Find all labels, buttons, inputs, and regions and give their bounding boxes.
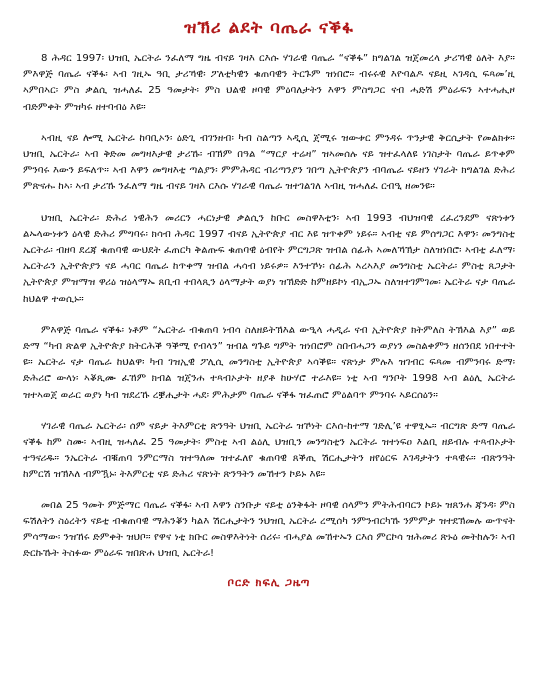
paragraph-6: መበል 25 ዓመት ምጅማር ባጤራ ናቕፋ፡ ኣብ እዋን ስንቡታ ናይቲ ዕንቅፋት ዞባዊ ሰላምን ምትሕብባርን ኮይኑ ዝጸንሐ ጃንዳ፡ ምስ ፍሽለትን ስዕረትን ናይቲ ብቁጠባዊ ማሕንቖን ካልእ ሽርሒታትን ንህዝቢ ኤርትራ ረሚሰካ ንምንብርካኹ ንምምታ ዝተደኽመሉ ውጥናት ምሳማው፡ ንዝኸሩ ድምቀት ዝህቦ። የዋና ነቲ ክቡር መስዋእትነት ሰሪሩ፡ ብሓያል መኸተኡን ርእሰ ምርኮሳ ዝሕመሪ ጽኑዕ መትከሉን፡ ኣብ ድርኩኹት ትስፉው ምዕራፍ ዝበጽሐ ህዝቢ ኤርትራ! — [23, 499, 515, 560]
paragraph-4: ምእዋጅ ባጤራ ናቕፋ፡ ነቶም “ኤርትራ ብቁጠባ ነብሳ ስለዘይትኽእል ውዒላ ሓዲራ ናብ ኢትዮጵያ ክትምለስ ትኽእል እያ” ወይ ድማ “ካብ ጽልዋ ኢትዮጵያ ክትርሕቕ ዓቕሚ የብላን” ዝብል ግጉይ ግምት ዝነበሮም ስበብሓጋን ወያነን መስልቀምን ዘሰንበደ ነበተተት ዩ። ኤርትራ ናታ ባጤራ ከህልዋ፡ ካብ ገዝኢዊ ፖሊሲ መንግስቲ ኢትዮጵያ ኣሳቕዩ። ናጽነታ ምሉእ ዝገብር ፍጻመ ብምንባሩ ድማ፡ ድሕሪሮ ውላነ፡ ኣቖጺሙ ፈኸም ክብል ዝጀንሐ ተጻብኦታት ዘያቶ ከሁሃሮ ተራእዩ። ነቲ ኣብ ግንቦት 1998 ኣብ ልዕሊ ኤርትራ ዝተኣወጀ ወራር ወያነ ካብ ዝደረኹ ረቛሒታት ሓደ፡ ምሕታም ባጤራ ናቕፋ ዝፈጠሮ ምዕልባጥ ምንባሩ ኣይርሰዕን። — [23, 324, 515, 401]
document-title: ዝኽሪ ልደት ባጤራ ናቕፋ — [184, 18, 354, 38]
paragraph-2: ኣብዚ ናይ ሎሚ ኤርትራ ከባቢኦን፡ ዕድጊ ብገንዘብ፡ ካብ ስልጣን ኣዲሲ ጀሚሩ ዝውቱር ምንዳሩ ጥንታዊ ቅርሲታት የመልክቱ። ህዝቢ ኤርትራ፡ ኣብ ቅድመ መግዛእታዊ ታሪኹ፡ ብኽም በዓል “ማርያ ተሬዛ” ዝኣመሰሉ ናይ ዝተፈላለዩ ነገስታት ባጤራ ይጥቀም ምንባሩ እውን ይፍለጥ። ኣብ እዋን መግዛእቲ ጣልያን፡ ምምሕዳር ብሪጣንያን ገበጣ ኢትዮጵያን ብባጤራ ናይዘን ሃገራት ክግልገል ድሕሪ ምጽናሑ ከኣ፡ ኣብ ታሪኹ ንፈለማ ግዜ ብናይ ገዛእ ርእሱ ሃገራዊ ባጤራ ዝተገልገለ ኣብዚ ዝሓለፈ ርብዒ ዘመንዩ። — [23, 132, 515, 193]
paragraph-3: ህዝቢ ኤርትራ፡ ድሕሪ ነዊሕን መሪርን ሓርነታዊ ቃልሲን ከቡር መስዋእቲን፡ ኣብ 1993 ብህዝባዊ ረፈረንደም ናጽነቱን ልኡላውነቱን ዕላዊ ድሕሪ ምግባሩ፡ ክሳብ ሕዳር 1997 ብናይ ኢትዮጵያ ብር እዩ ዝጥቀም ነይሩ። ኣብቲ ናይ ምሰግጋር እዋን፡ መንግስቲ ኤርትራ፡ ብዘባ ደረጃ ቁጠባዊ ውህደት ፈጠርካ ቅልጡፍ ቁጠባዊ ዕብየት ምርግጋጽ ዝብል ሰፊሕ ኣመለኻኽታ ስለዝነበሮ፡ ኣብቲ ፈለማ፡ ኤርትራን ኢትዮጵያን ናይ ሓባር ባጤራ ከጥቀማ ዝብል ሓሳብ ነይሩዎ። እንተኾነ፡ ሰፊሕ ኣረኣእያ መንግስቲ ኤርትራ፡ ምስቲ ጸጋታት ኢትዮጵያ ምዝማዝ ዋሪዕ ዝዕላማኡ ጸቢብ ተበላጺን ዕላማታት ወያነ ዝኽድድ ከምዘይኮነ ብኢጋኡ ስለዝተገምገመ፡ ኤርትራ ናታ ባጤራ ከህልዋ ተወሲኑ። — [23, 212, 515, 305]
paragraph-5: ሃገራዊ ባጤራ ኤርትራ፡ ሰም ናይታ ትእምርቲ ጽንዓት ህዝቢ ኤርትራ ዝኾነት ርእሰ-ከተማ ገድሊ’ዩ ተዋፂኡ። ብርግጽ ድማ ባጤራ ናቕፋ ከም ስሙ፡ ኣብዚ ዝሓለፈ 25 ዓመታት፡ ምስቲ ኣብ ልዕሊ ህዝቢን መንግስቲን ኤርትራ ዝተነፍዐ እልቢ ዘይብሉ ተጻብኦታት ተዓናሪዱ። ንኤርትራ ብቑጠባ ንምርማስ ዝተዓለመ ዝተፈለየ ቁጠባዊ ጸቕጢ ሽርሒታትን ዘየዕርፍ እገዳታትን ተጻዊሩ። ብጽንዓት ከምርሽ ዝኽእለ ብምዃኑ፡ ትእምርቲ ናይ ድሕሪ ናጽነት ጽንዓትን መኸተን ኮይኑ እዩ። — [23, 420, 515, 481]
paragraph-1: 8 ሕዳር 1997፡ ህዝቢ ኤርትራ ንፈለማ ግዜ ብናይ ገዛእ ርእሱ ሃገራዊ ባጤራ “ናቕፋ” ክግልገል ዝጀመረላ ታሪኻዊ ዕለት እያ። ምእዋጅ ባጤራ ናቕፋ፡ ኣብ ገዚኡ ዓቢ ታሪኻዊ፡ ፖለቲካዊን ቁጠባዊን ትርጉም ዝነበሮ። ብሩሩዊ እዮባልዶ ናይዚ ኣገዳሲ ፍጻመ’ዚ ኣምበኣር፡ ምስ ቃልሲ ዝሓለፈ 25 ዓመታት፡ ምስ ህልዊ ዞባዊ ምዕባለታትን እዋን ምስግጋር ናብ ሓድሽ ምዕራፍን ኣተሓሒዞ ብድምቀት ምዝካሩ ዘተባብዕ እዩ። — [23, 53, 515, 113]
signature: ቦርድ ክፍሊ ጋዜጣ — [227, 576, 311, 590]
